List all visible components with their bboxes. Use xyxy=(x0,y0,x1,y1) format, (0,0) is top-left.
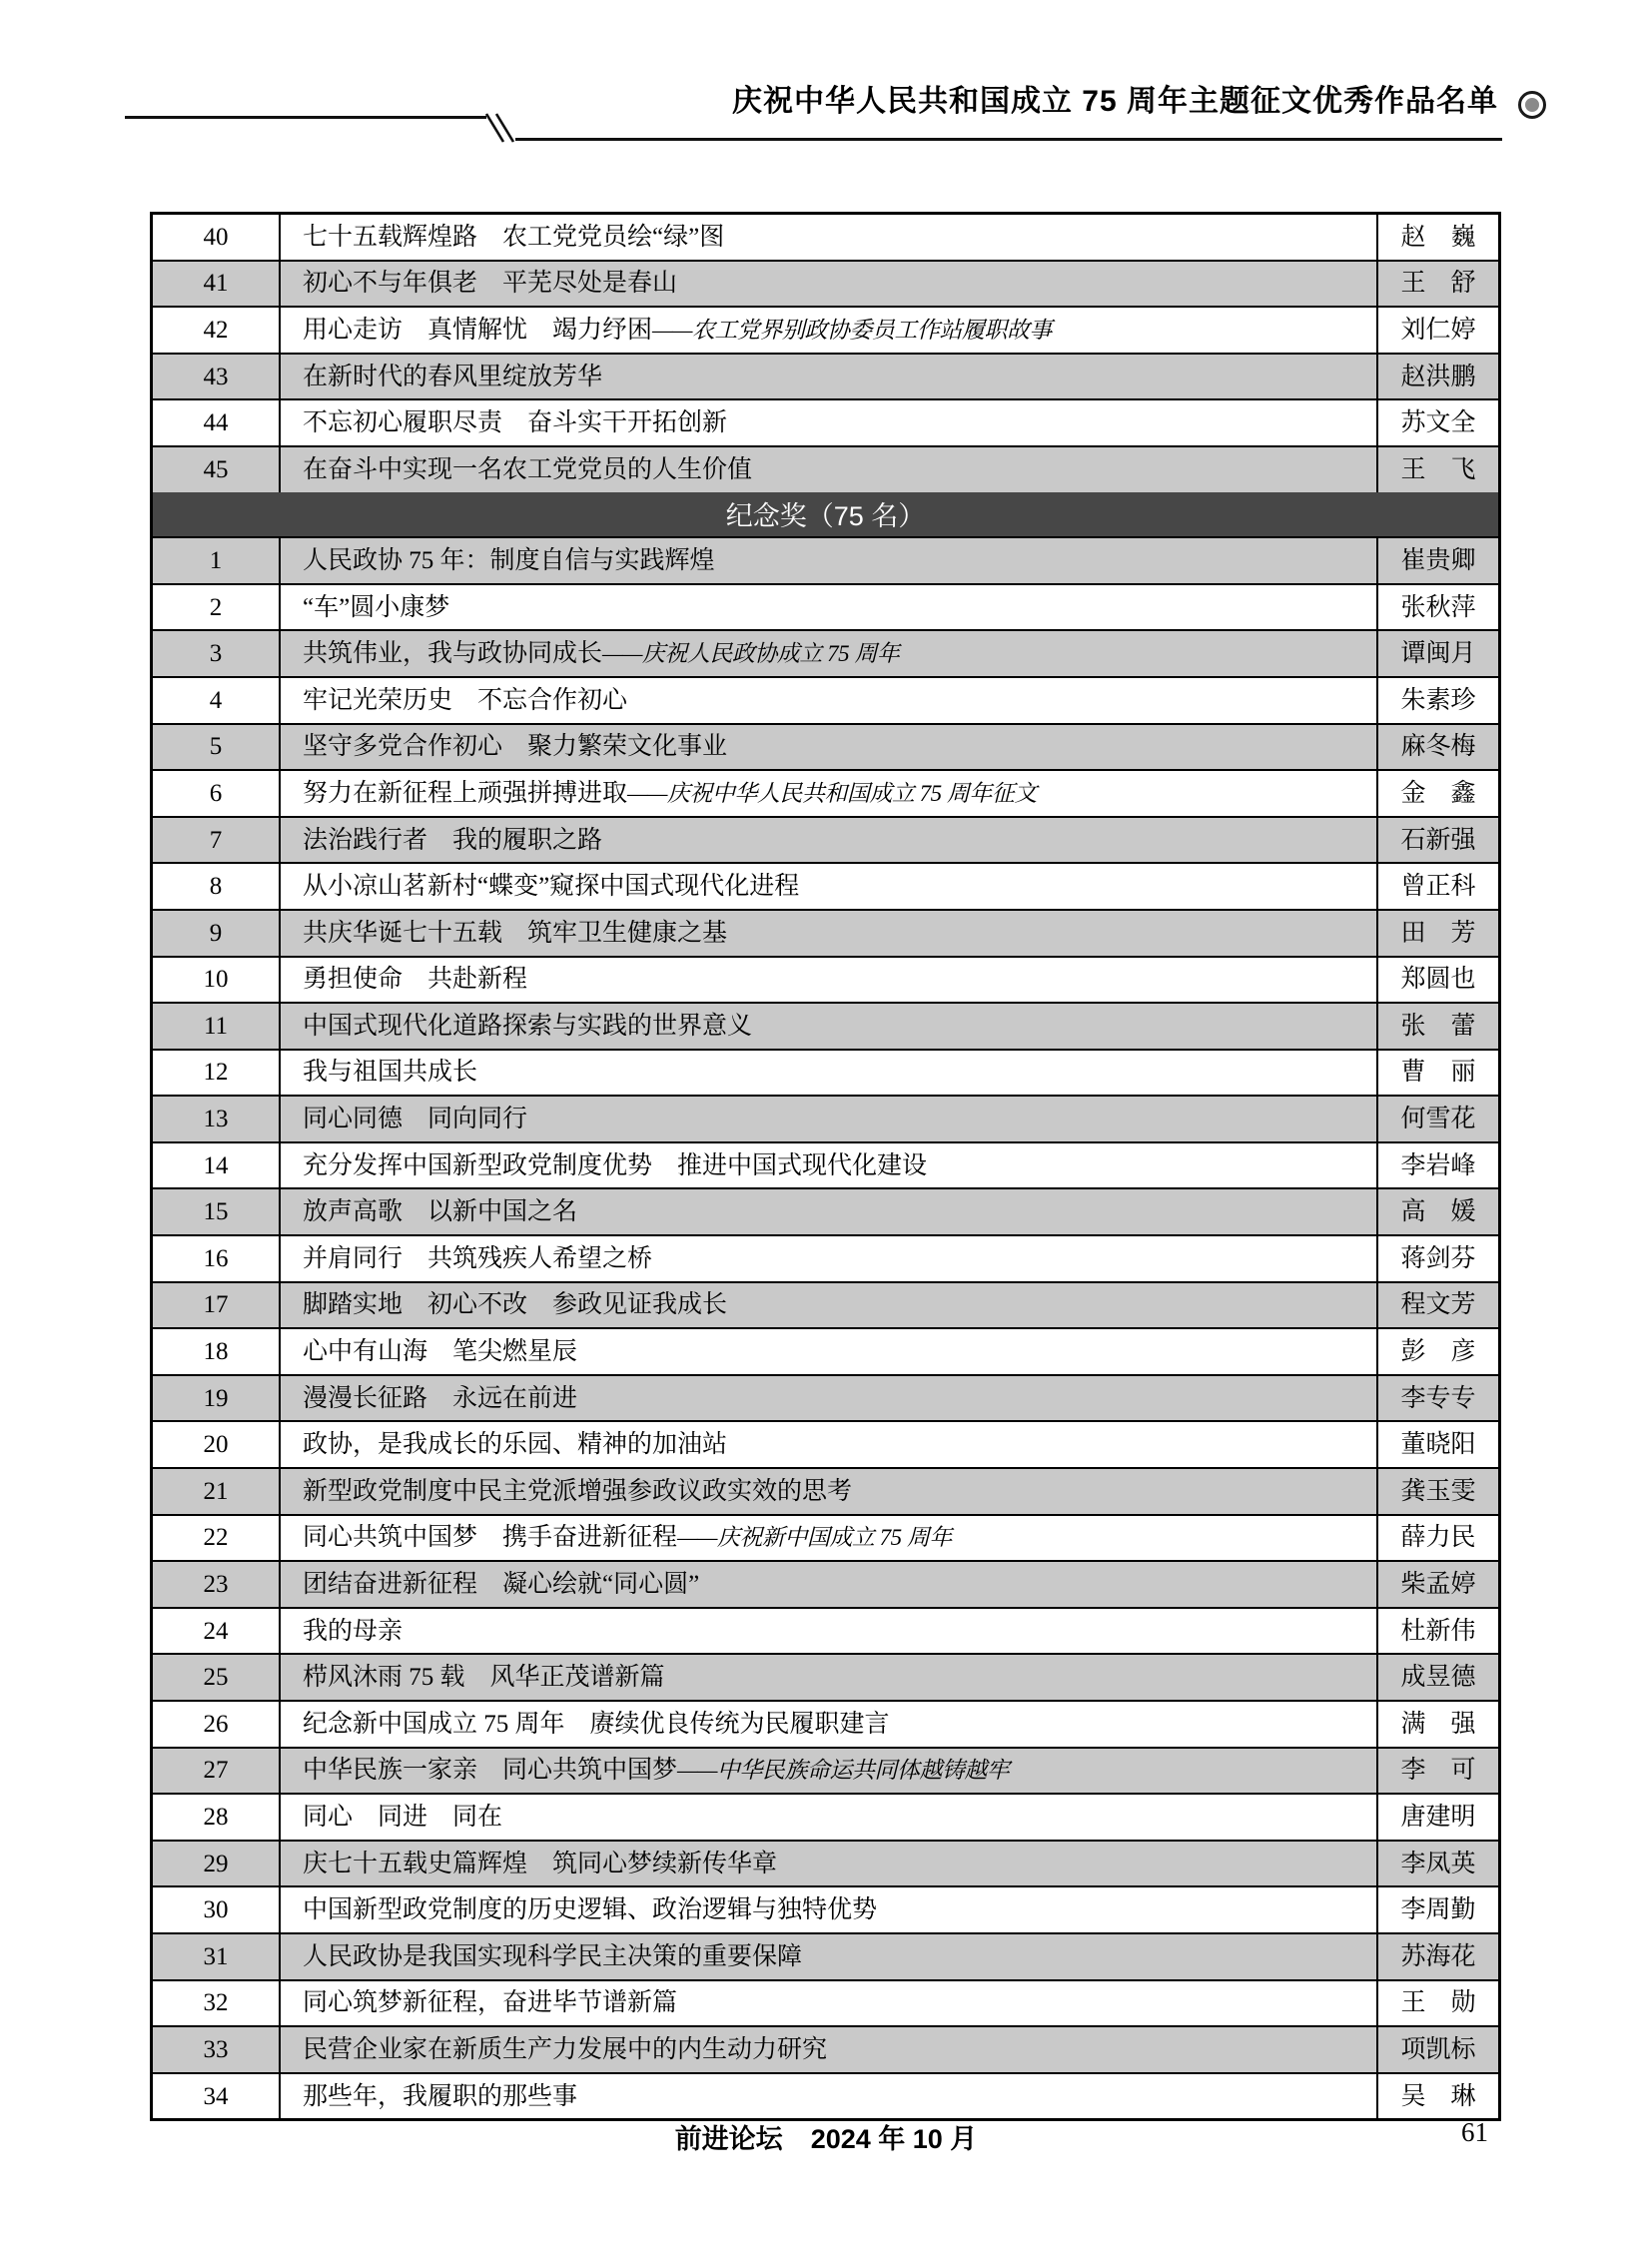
row-number: 25 xyxy=(153,1655,281,1700)
table-row xyxy=(153,2074,1498,2119)
table-row xyxy=(153,1655,1498,1702)
table-row xyxy=(153,262,1498,309)
essay-title: 在新时代的春风里绽放芳华 xyxy=(303,363,603,390)
table-row xyxy=(153,1469,1498,1516)
table-row xyxy=(153,400,1498,447)
essay-subtitle: ——庆祝新中国成立 75 周年 xyxy=(677,1525,952,1551)
award-table xyxy=(150,212,1501,2121)
table-row xyxy=(153,725,1498,772)
author-name: 朱素珍 xyxy=(1376,678,1498,723)
issue-date: 2024 年 10 月 xyxy=(810,2124,978,2154)
row-number: 32 xyxy=(153,1981,281,2026)
row-number: 30 xyxy=(153,1887,281,1932)
author-name: 郑圆也 xyxy=(1376,958,1498,1003)
essay-title: 民营企业家在新质生产力发展中的内生动力研究 xyxy=(303,2035,828,2063)
author-name: 王 飞 xyxy=(1376,447,1498,492)
author-name: 成昱德 xyxy=(1376,1655,1498,1700)
essay-title: 纪念新中国成立 75 周年 赓续优良传统为民履职建言 xyxy=(303,1710,890,1738)
table-row xyxy=(153,1189,1498,1236)
essay-title: 不忘初心履职尽责 奋斗实干开拓创新 xyxy=(303,409,728,437)
author-name: 李周勤 xyxy=(1376,1887,1498,1932)
author-name: 李凤英 xyxy=(1376,1842,1498,1886)
table-row xyxy=(153,631,1498,678)
author-name: 崔贵卿 xyxy=(1376,538,1498,583)
table-row xyxy=(153,1609,1498,1656)
page-title: 庆祝中华人民共和国成立 75 周年主题征文优秀作品名单 xyxy=(731,85,1498,118)
header-rule-right xyxy=(515,138,1502,141)
author-name: 曾正科 xyxy=(1376,864,1498,909)
essay-title: 脚踏实地 初心不改 参政见证我成长 xyxy=(303,1291,728,1319)
footer xyxy=(0,2117,1652,2156)
essay-title: 同心同德 同向同行 xyxy=(303,1106,528,1133)
essay-title: 努力在新征程上顽强拼搏进取 ——庆祝中华人民共和国成立 75 周年征文 xyxy=(303,779,1037,807)
row-number: 7 xyxy=(153,818,281,863)
essay-title: 用心走访 真情解忧 竭力纾困 ——农工党界别政协委员工作站履职故事 xyxy=(303,316,1052,344)
author-name: 刘仁婷 xyxy=(1376,308,1498,353)
essay-subtitle: ——农工党界别政协委员工作站履职故事 xyxy=(652,317,1052,343)
author-name: 柴孟婷 xyxy=(1376,1562,1498,1607)
author-name: 唐建明 xyxy=(1376,1795,1498,1840)
table-row xyxy=(153,1934,1498,1981)
author-name: 蒋剑芬 xyxy=(1376,1236,1498,1281)
row-number: 33 xyxy=(153,2027,281,2072)
essay-title: 漫漫长征路 永远在前进 xyxy=(303,1384,578,1412)
section-header-bar: 纪念奖（75 名） xyxy=(153,492,1498,539)
table-row xyxy=(153,1702,1498,1749)
table-row xyxy=(153,864,1498,911)
essay-title: 七十五载辉煌路 农工党党员绘“绿”图 xyxy=(303,223,725,251)
author-name: 高 媛 xyxy=(1376,1189,1498,1234)
table-section-2 xyxy=(153,538,1498,2118)
essay-subtitle: ——中华民族命运共同体越铸越牢 xyxy=(677,1758,1010,1784)
table-row xyxy=(153,1004,1498,1051)
table-row xyxy=(153,911,1498,958)
author-name: 彭 彦 xyxy=(1376,1329,1498,1374)
table-row xyxy=(153,1376,1498,1423)
author-name: 龚玉雯 xyxy=(1376,1469,1498,1514)
row-number: 1 xyxy=(153,538,281,583)
author-name: 董晓阳 xyxy=(1376,1422,1498,1467)
row-number: 15 xyxy=(153,1189,281,1234)
essay-title: 庆七十五载史篇辉煌 筑同心梦续新传华章 xyxy=(303,1850,778,1877)
essay-title: 牢记光荣历史 不忘合作初心 xyxy=(303,686,628,714)
essay-title: 中国式现代化道路探索与实践的世界意义 xyxy=(303,1012,753,1040)
author-name: 王 勋 xyxy=(1376,1981,1498,2026)
row-number: 44 xyxy=(153,400,281,445)
author-name: 李专专 xyxy=(1376,1376,1498,1421)
table-row xyxy=(153,308,1498,355)
table-row xyxy=(153,2027,1498,2074)
table-row xyxy=(153,1795,1498,1842)
author-name: 曹 丽 xyxy=(1376,1051,1498,1096)
essay-title: 放声高歌 以新中国之名 xyxy=(303,1198,578,1226)
row-number: 29 xyxy=(153,1842,281,1886)
essay-title: 并肩同行 共筑残疾人希望之桥 xyxy=(303,1244,653,1272)
row-number: 9 xyxy=(153,911,281,956)
table-row xyxy=(153,1329,1498,1376)
author-name: 李岩峰 xyxy=(1376,1143,1498,1188)
table-row xyxy=(153,1516,1498,1563)
table-row xyxy=(153,1562,1498,1609)
row-number: 45 xyxy=(153,447,281,492)
table-row xyxy=(153,678,1498,725)
essay-title: 初心不与年俱老 平芜尽处是春山 xyxy=(303,270,678,298)
author-name: 麻冬梅 xyxy=(1376,725,1498,770)
table-row xyxy=(153,1051,1498,1098)
row-number: 14 xyxy=(153,1143,281,1188)
row-number: 28 xyxy=(153,1795,281,1840)
table-row xyxy=(153,538,1498,585)
row-number: 16 xyxy=(153,1236,281,1281)
author-name: 李 可 xyxy=(1376,1749,1498,1794)
author-name: 张 蕾 xyxy=(1376,1004,1498,1049)
essay-title: 中国新型政党制度的历史逻辑、政治逻辑与独特优势 xyxy=(303,1896,878,1924)
table-row xyxy=(153,447,1498,492)
row-number: 40 xyxy=(153,215,281,260)
row-number: 8 xyxy=(153,864,281,909)
table-row xyxy=(153,1283,1498,1330)
essay-title: 人民政协是我国实现科学民主决策的重要保障 xyxy=(303,1942,803,1970)
essay-title: “车”圆小康梦 xyxy=(303,593,450,621)
row-number: 27 xyxy=(153,1749,281,1794)
table-row xyxy=(153,771,1498,818)
essay-title: 我与祖国共成长 xyxy=(303,1059,478,1087)
author-name: 苏文全 xyxy=(1376,400,1498,445)
author-name: 田 芳 xyxy=(1376,911,1498,956)
table-row xyxy=(153,1887,1498,1934)
table-row xyxy=(153,1422,1498,1469)
essay-title: 中华民族一家亲 同心共筑中国梦 ——中华民族命运共同体越铸越牢 xyxy=(303,1757,1010,1785)
row-number: 2 xyxy=(153,585,281,630)
table-row xyxy=(153,585,1498,632)
essay-title: 人民政协 75 年：制度自信与实践辉煌 xyxy=(303,546,715,574)
row-number: 34 xyxy=(153,2074,281,2119)
table-row xyxy=(153,215,1498,262)
row-number: 26 xyxy=(153,1702,281,1747)
table-row xyxy=(153,1143,1498,1190)
author-name: 薛力民 xyxy=(1376,1516,1498,1561)
row-number: 3 xyxy=(153,631,281,676)
essay-title: 政协，是我成长的乐园、精神的加油站 xyxy=(303,1431,728,1459)
author-name: 吴 琳 xyxy=(1376,2074,1498,2119)
row-number: 22 xyxy=(153,1516,281,1561)
author-name: 程文芳 xyxy=(1376,1283,1498,1328)
essay-title: 同心筑梦新征程，奋进毕节谱新篇 xyxy=(303,1989,678,2017)
essay-title: 从小凉山茗新村“蝶变”窥探中国式现代化进程 xyxy=(303,873,800,901)
row-number: 23 xyxy=(153,1562,281,1607)
header-rule-break xyxy=(483,110,517,146)
row-number: 5 xyxy=(153,725,281,770)
table-row xyxy=(153,355,1498,401)
row-number: 11 xyxy=(153,1004,281,1049)
row-number: 24 xyxy=(153,1609,281,1654)
essay-title: 充分发挥中国新型政党制度优势 推进中国式现代化建设 xyxy=(303,1151,928,1179)
table-row xyxy=(153,1749,1498,1796)
row-number: 19 xyxy=(153,1376,281,1421)
row-number: 21 xyxy=(153,1469,281,1514)
row-number: 17 xyxy=(153,1283,281,1328)
author-name: 谭闽月 xyxy=(1376,631,1498,676)
essay-title: 在奋斗中实现一名农工党党员的人生价值 xyxy=(303,455,753,483)
essay-title: 勇担使命 共赴新程 xyxy=(303,966,528,994)
table-row xyxy=(153,1842,1498,1888)
row-number: 31 xyxy=(153,1934,281,1979)
table-row xyxy=(153,818,1498,865)
author-name: 赵洪鹏 xyxy=(1376,355,1498,399)
row-number: 42 xyxy=(153,308,281,353)
essay-title: 新型政党制度中民主党派增强参政议政实效的思考 xyxy=(303,1477,853,1505)
essay-title: 共庆华诞七十五载 筑牢卫生健康之基 xyxy=(303,919,728,947)
essay-title: 坚守多党合作初心 聚力繁荣文化事业 xyxy=(303,733,728,761)
row-number: 10 xyxy=(153,958,281,1003)
essay-title: 同心共筑中国梦 携手奋进新征程 ——庆祝新中国成立 75 周年 xyxy=(303,1524,952,1552)
row-number: 13 xyxy=(153,1097,281,1141)
essay-title: 心中有山海 笔尖燃星辰 xyxy=(303,1338,578,1366)
author-name: 满 强 xyxy=(1376,1702,1498,1747)
author-name: 张秋萍 xyxy=(1376,585,1498,630)
table-section-1 xyxy=(153,215,1498,492)
row-number: 4 xyxy=(153,678,281,723)
author-name: 王 舒 xyxy=(1376,262,1498,307)
essay-subtitle: ——庆祝人民政协成立 75 周年 xyxy=(602,641,900,667)
author-name: 何雪花 xyxy=(1376,1097,1498,1141)
essay-title: 法治践行者 我的履职之路 xyxy=(303,826,603,854)
row-number: 20 xyxy=(153,1422,281,1467)
table-row xyxy=(153,958,1498,1005)
row-number: 6 xyxy=(153,771,281,816)
essay-title: 栉风沐雨 75 载 风华正茂谱新篇 xyxy=(303,1664,665,1692)
header-rule-left xyxy=(125,116,486,119)
table-row xyxy=(153,1236,1498,1283)
essay-subtitle: ——庆祝中华人民共和国成立 75 周年征文 xyxy=(627,780,1037,806)
essay-title: 共筑伟业，我与政协同成长 ——庆祝人民政协成立 75 周年 xyxy=(303,640,900,668)
author-name: 项凯标 xyxy=(1376,2027,1498,2072)
author-name: 杜新伟 xyxy=(1376,1609,1498,1654)
table-row xyxy=(153,1981,1498,2028)
author-name: 赵 巍 xyxy=(1376,215,1498,260)
row-number: 12 xyxy=(153,1051,281,1096)
essay-title: 我的母亲 xyxy=(303,1617,404,1645)
essay-title: 团结奋进新征程 凝心绘就“同心圆” xyxy=(303,1571,700,1599)
row-number: 18 xyxy=(153,1329,281,1374)
row-number: 41 xyxy=(153,262,281,307)
author-name: 金 鑫 xyxy=(1376,771,1498,816)
journal-name: 前进论坛 xyxy=(674,2124,783,2154)
author-name: 苏海花 xyxy=(1376,1934,1498,1979)
essay-title: 同心 同进 同在 xyxy=(303,1803,503,1831)
bullseye-icon xyxy=(1518,91,1546,119)
table-row xyxy=(153,1097,1498,1143)
essay-title: 那些年，我履职的那些事 xyxy=(303,2082,578,2110)
author-name: 石新强 xyxy=(1376,818,1498,863)
row-number: 43 xyxy=(153,355,281,399)
page-number: 61 xyxy=(1461,2117,1488,2147)
